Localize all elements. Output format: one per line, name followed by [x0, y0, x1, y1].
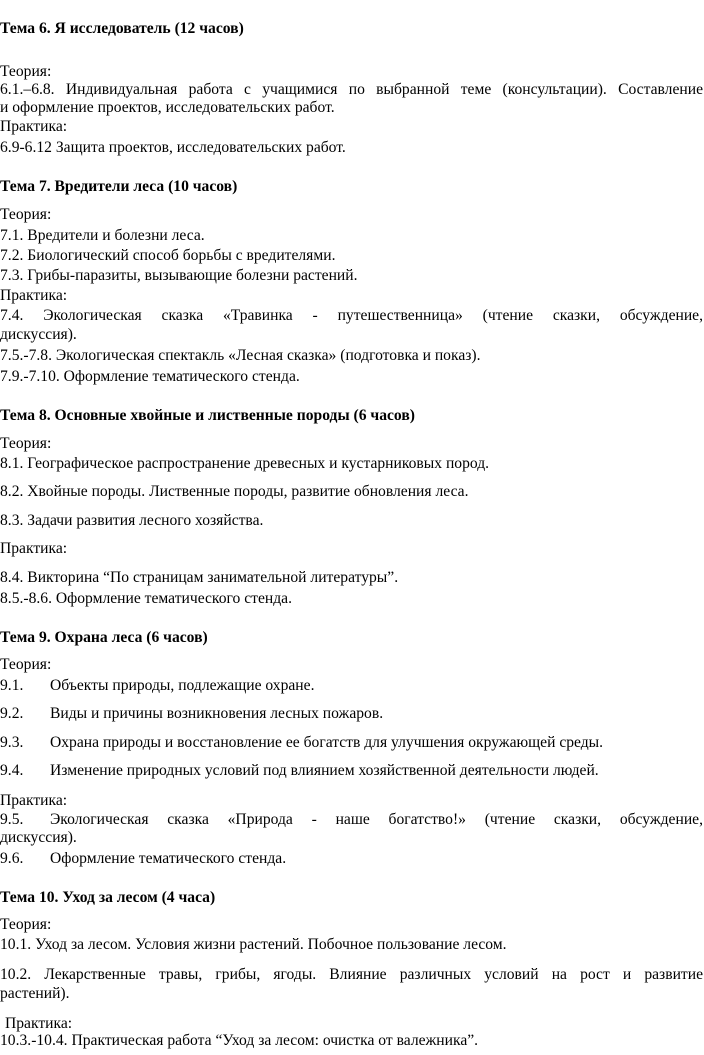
item-text: Оформление тематического стенда. [50, 850, 287, 867]
topic-6-practice-label: Практика: [0, 118, 68, 135]
topic-7-practice-label: Практика: [0, 287, 68, 304]
topic-8-practice-item: 8.4. Викторина “По страницам занимательной литературы”. [0, 569, 399, 586]
item-number: 9.3. [0, 734, 24, 751]
topic-8-practice-item: 8.5.-8.6. Оформление тематического стенда. [0, 590, 292, 607]
topic-6-theory-line-2: и оформление проектов, исследовательских работ. [0, 99, 335, 116]
topic-7-heading: Тема 7. Вредители леса (10 часов) [0, 178, 238, 195]
item-number: 9.1. [0, 677, 24, 694]
topic-10-practice-label: Практика: [5, 1015, 73, 1032]
topic-8-practice-label: Практика: [0, 540, 68, 557]
topic-7-practice-item: 7.5.-7.8. Экологическая спектакль «Лесная сказка» (подготовка и показ). [0, 347, 481, 364]
topic-8-theory-item: 8.3. Задачи развития лесного хозяйства. [0, 512, 264, 529]
topic-6-heading: Тема 6. Я исследователь (12 часов) [0, 20, 244, 37]
topic-8-theory-label: Теория: [0, 435, 52, 452]
item-number: 9.4. [0, 762, 24, 779]
topic-10-practice-item: 10.3.-10.4. Практическая работа “Уход за лесом: очистка от валежника”. [0, 1032, 479, 1049]
topic-7-theory-label: Теория: [0, 206, 52, 223]
topic-10-theory-item: 10.1. Уход за лесом. Условия жизни растений. Побочное пользование лесом. [0, 936, 507, 953]
topic-10-theory-label: Теория: [0, 916, 52, 933]
topic-7-theory-item: 7.1. Вредители и болезни леса. [0, 227, 205, 244]
topic-7-theory-item: 7.2. Биологический способ борьбы с вредителями. [0, 247, 336, 264]
topic-10-theory-line-2: растений). [0, 985, 70, 1002]
topic-10-heading: Тема 10. Уход за лесом (4 часа) [0, 889, 216, 906]
topic-8-theory-item: 8.1. Географическое распространение древесных и кустарниковых пород. [0, 455, 490, 472]
topic-6-theory-line-1: 6.1.–6.8. Индивидуальная работа с учащимися по выбранной теме (консультации). Составление [0, 81, 703, 98]
topic-9-heading: Тема 9. Охрана леса (6 часов) [0, 629, 208, 646]
item-number: 9.6. [0, 850, 24, 867]
item-number: 9.5. [0, 811, 24, 828]
topic-9-theory-label: Теория: [0, 656, 52, 673]
topic-7-theory-item: 7.3. Грибы-паразиты, вызывающие болезни растений. [0, 267, 358, 284]
topic-9-practice-label: Практика: [0, 792, 68, 809]
topic-8-theory-item: 8.2. Хвойные породы. Лиственные породы, развитие обновления леса. [0, 483, 469, 500]
topic-10-theory-line-1: 10.2. Лекарственные травы, грибы, ягоды. Влияние различных условий на рост и развитие [0, 966, 703, 983]
item-text: Экологическая сказка «Природа - наше богатство!» (чтение сказки, обсуждение, [50, 811, 703, 828]
topic-7-practice-line-1: 7.4. Экологическая сказка «Травинка - путешественница» (чтение сказки, обсуждение, [0, 307, 703, 324]
item-text: Виды и причины возникновения лесных пожаров. [50, 705, 384, 722]
topic-7-practice-line-2: дискуссия). [0, 326, 77, 343]
topic-8-heading: Тема 8. Основные хвойные и лиственные породы (6 часов) [0, 407, 415, 424]
topic-7-practice-item: 7.9.-7.10. Оформление тематического стенда. [0, 368, 300, 385]
item-number: 9.2. [0, 705, 24, 722]
item-text: Изменение природных условий под влиянием хозяйственной деятельности людей. [50, 762, 599, 779]
item-text: Объекты природы, подлежащие охране. [50, 677, 315, 694]
topic-6-practice-line-1: 6.9-6.12 Защита проектов, исследовательских работ. [0, 139, 346, 156]
topic-9-practice-line-2: дискуссия). [0, 829, 77, 846]
topic-6-theory-label: Теория: [0, 63, 52, 80]
item-text: Охрана природы и восстановление ее богатств для улучшения окружающей среды. [50, 734, 604, 751]
